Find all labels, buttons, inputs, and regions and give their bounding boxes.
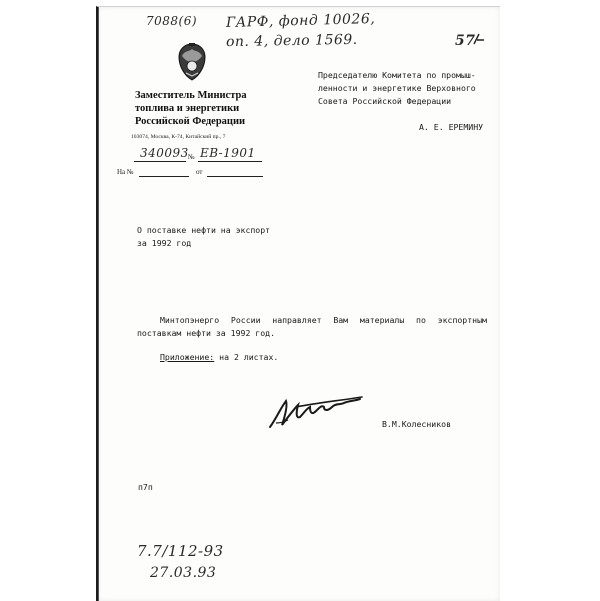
registration-number-handwritten: 7.7/112-93 (137, 542, 224, 560)
sheet-number-mark (472, 32, 486, 46)
outgoing-number-handwritten: 340093 (140, 146, 189, 160)
outgoing-number-line (134, 161, 186, 162)
subject-line2: за 1992 год (137, 238, 192, 248)
sender-line1: Заместитель Министра (135, 90, 247, 101)
archive-note-line2: оп. 4, дело 1569. (225, 31, 358, 51)
outgoing-ref-handwritten: ЕВ-1901 (200, 146, 256, 160)
archive-note-line1: ГАРФ, фонд 10026, (225, 11, 376, 31)
body-word: экспортным (437, 315, 487, 325)
body-word: Минтопэнерго (160, 315, 220, 325)
sender-line2: топлива и энергетики (135, 103, 240, 114)
archive-note-line1-prefix: 7088(6) (146, 14, 198, 28)
recipient-line3: Совета Российской Федерации (318, 96, 452, 106)
body-word: направляет (272, 315, 322, 325)
handwritten-signature (266, 393, 366, 433)
signatory-name: В.М.Колесников (382, 419, 452, 429)
body-line1 (160, 314, 487, 326)
body-line2: поставкам нефти за 1992 год. (137, 328, 276, 338)
number-sign: № (188, 153, 195, 161)
footer-code: п7п (138, 482, 153, 492)
reply-to-label: На № (117, 168, 134, 176)
outgoing-ref-line (198, 161, 262, 162)
attachment-line (160, 351, 278, 363)
recipient-line2: ленности и энергетике Верховного (318, 83, 476, 93)
recipient-line1: Председателю Комитета по промыш- (318, 70, 476, 80)
body-word: по (416, 315, 426, 325)
reply-to-number-line (139, 176, 189, 177)
attachment-label: Приложение: (160, 352, 215, 362)
reply-to-date-line (207, 176, 263, 177)
sender-address: 103074, Москва, К-74, Китайский пр., 7 (131, 134, 226, 140)
body-word: Вам (333, 315, 349, 325)
body-word: материалы (359, 315, 405, 325)
reply-to-date-label: от (196, 168, 203, 176)
subject-line1: О поставке нефти на экспорт (137, 225, 271, 235)
coat-of-arms-emblem (172, 40, 212, 84)
attachment-text: на 2 листах. (219, 352, 279, 362)
sender-line3: Российской Федерации (135, 116, 246, 127)
recipient-name: А. Е. ЕРЕМИНУ (419, 122, 484, 132)
body-word: России (230, 315, 261, 325)
sheet-number: 57 (455, 33, 476, 49)
registration-date-handwritten: 27.03.93 (150, 565, 217, 581)
